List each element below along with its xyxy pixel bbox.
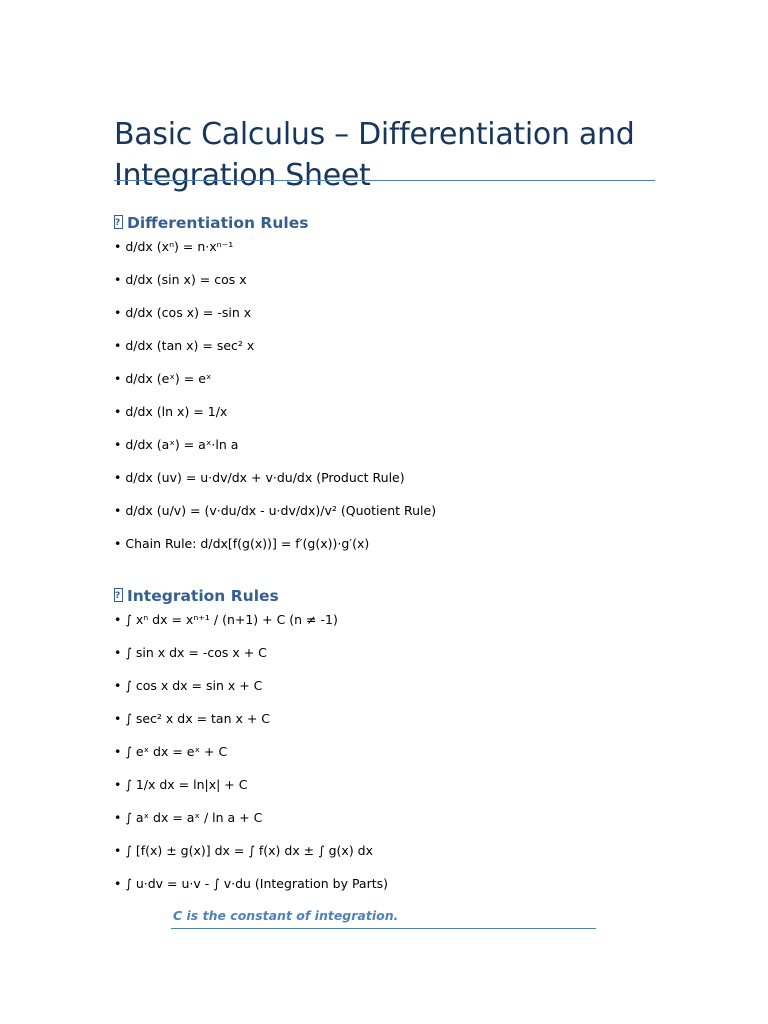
differentiation-rule: • d/dx (xⁿ) = n·xⁿ⁻¹ [114,239,234,254]
differentiation-rule: • d/dx (sin x) = cos x [114,272,247,287]
integration-rule: • ∫ 1/x dx = ln|x| + C [114,777,248,792]
differentiation-rule: • d/dx (tan x) = sec² x [114,338,255,353]
missing-glyph-icon [114,215,123,229]
missing-glyph-icon [114,588,123,602]
title-underline [114,180,655,181]
integration-rule: • ∫ xⁿ dx = xⁿ⁺¹ / (n+1) + C (n ≠ -1) [114,612,338,627]
integration-rule: • ∫ u·dv = u·v - ∫ v·du (Integration by Parts) [114,876,389,891]
differentiation-rule: • d/dx (aˣ) = aˣ·ln a [114,437,239,452]
integration-rule: • ∫ cos x dx = sin x + C [114,678,263,693]
integration-rule: • ∫ sec² x dx = tan x + C [114,711,271,726]
integration-rule: • ∫ [f(x) ± g(x)] dx = ∫ f(x) dx ± ∫ g(x) dx [114,843,374,858]
integration-rules-list [114,612,388,909]
differentiation-heading-label: Differentiation Rules [127,214,309,232]
differentiation-rules-list [114,239,436,569]
page-title: Basic Calculus – Differentiation and Integration Sheet [114,117,635,194]
differentiation-rule: • d/dx (u/v) = (v·du/dx - u·dv/dx)/v² (Quotient Rule) [114,503,437,518]
differentiation-rule: • Chain Rule: d/dx[f(g(x))] = f′(g(x))·g′(x) [114,536,370,551]
constant-note: C is the constant of integration. [173,908,399,923]
integration-heading [114,586,279,606]
differentiation-rule: • d/dx (cos x) = -sin x [114,305,252,320]
integration-heading-label: Integration Rules [127,587,279,605]
integration-rule: • ∫ sin x dx = -cos x + C [114,645,267,660]
note-underline [171,928,596,929]
differentiation-rule: • d/dx (ln x) = 1/x [114,404,228,419]
differentiation-heading [114,213,308,233]
differentiation-rule: • d/dx (uv) = u·dv/dx + v·du/dx (Product Rule) [114,470,405,485]
integration-rule: • ∫ eˣ dx = eˣ + C [114,744,228,759]
differentiation-rule: • d/dx (eˣ) = eˣ [114,371,212,386]
integration-rule: • ∫ aˣ dx = aˣ / ln a + C [114,810,263,825]
